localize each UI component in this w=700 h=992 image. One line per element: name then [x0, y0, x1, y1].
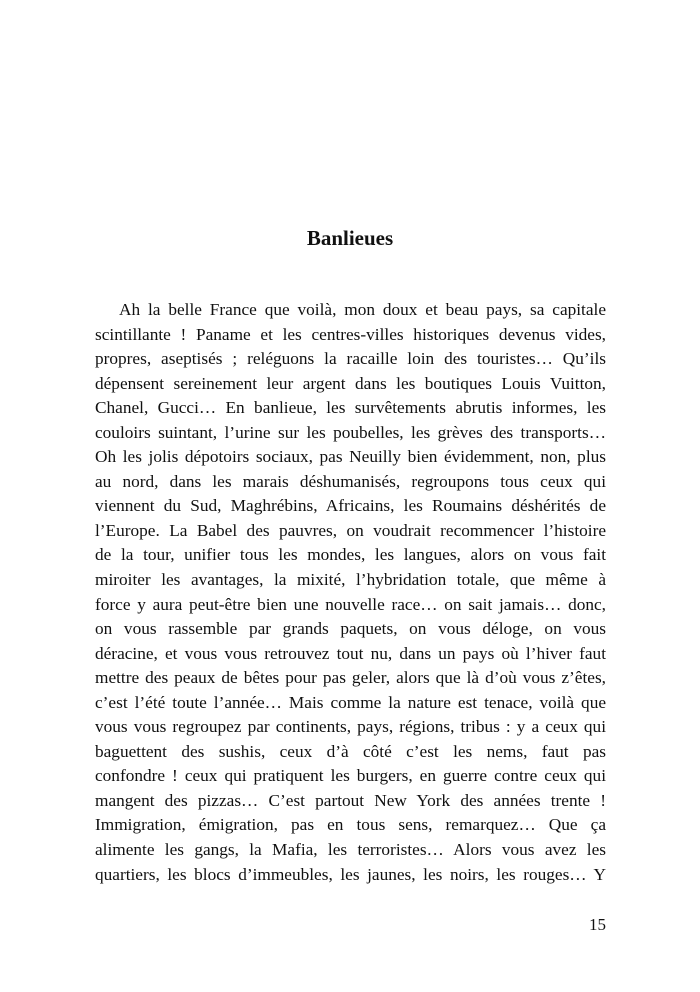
- text-line: Ah la belle France que voilà, mon doux et beau pays, sa capitale: [119, 300, 606, 319]
- text-line: viennent du Sud, Maghrébins, Africains, les Roumains déshérités de: [95, 496, 606, 516]
- text-line: Oh les jolis dépotoirs sociaux, pas Neuilly bien évidemment, non, plus: [95, 447, 606, 467]
- text-line: mettre des peaux de bêtes pour pas geler, alors que là d’où vous z’êtes,: [95, 668, 606, 688]
- text-line: scintillante ! Paname et les centres-villes historiques devenus vides,: [95, 324, 606, 344]
- text-line: l’Europe. La Babel des pauvres, on voudrait recommencer l’histoire: [95, 520, 606, 540]
- text-line: on vous rassemble par grands paquets, on vous déloge, on vous: [95, 619, 606, 639]
- text-line: mangent des pizzas… C’est partout New York des années trente !: [95, 790, 606, 810]
- text-line: déracine, et vous vous retrouvez tout nu, dans un pays où l’hiver faut: [95, 643, 606, 663]
- text-line: quartiers, les blocs d’immeubles, les jaunes, les noirs, les rouges… Y: [95, 864, 606, 884]
- text-line: force y aura peut-être bien une nouvelle race… on sait jamais… donc,: [95, 594, 606, 614]
- text-line: Immigration, émigration, pas en tous sens, remarquez… Que ça: [95, 815, 606, 835]
- text-line: vous vous regroupez par continents, pays, régions, tribus : y a ceux qui: [95, 717, 606, 737]
- chapter-title: Banlieues: [306, 226, 394, 250]
- text-line: propres, aseptisés ; reléguons la racaille loin des touristes… Qu’ils: [95, 349, 606, 369]
- body-text: [95, 298, 606, 887]
- page-number: 15: [589, 915, 606, 934]
- text-line: au nord, dans les marais déshumanisés, regroupons tous ceux qui: [95, 471, 606, 491]
- text-line: de la tour, unifier tous les mondes, les langues, alors on vous fait: [95, 545, 606, 565]
- text-line: dépensent sereinement leur argent dans les boutiques Louis Vuitton,: [95, 373, 606, 393]
- text-line: miroiter les avantages, la mixité, l’hybridation totale, que même à: [95, 570, 606, 590]
- text-line: alimente les gangs, la Mafia, les terroristes… Alors vous avez les: [95, 840, 606, 860]
- text-line: baguettent des sushis, ceux d’à côté c’est les nems, faut pas: [95, 741, 606, 761]
- text-line: c’est l’été toute l’année… Mais comme la nature est tenace, voilà que: [95, 692, 606, 712]
- text-line: confondre ! ceux qui pratiquent les burgers, en guerre contre ceux qui: [95, 766, 606, 786]
- text-line: Chanel, Gucci… En banlieue, les survêtements abrutis informes, les: [95, 398, 606, 418]
- text-line: couloirs suintant, l’urine sur les poubelles, les grèves des transports…: [95, 422, 606, 442]
